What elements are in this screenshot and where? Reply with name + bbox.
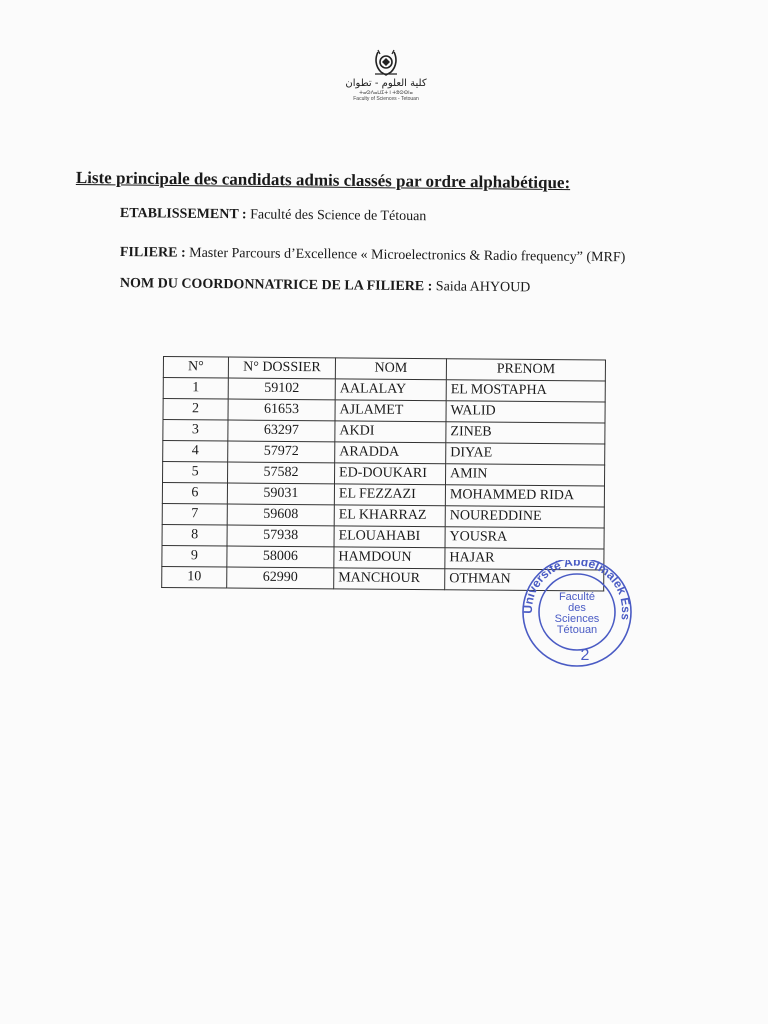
cell-dossier: 58006 bbox=[227, 546, 334, 568]
cell-dossier: 59608 bbox=[227, 504, 334, 526]
cell-prenom: NOUREDDINE bbox=[445, 506, 604, 528]
cell-dossier: 63297 bbox=[228, 420, 335, 442]
cell-nom: EL KHARRAZ bbox=[334, 505, 445, 527]
filiere-line bbox=[120, 245, 626, 266]
stamp-line4: Tétouan bbox=[556, 624, 598, 636]
header-dossier: N° DOSSIER bbox=[228, 357, 335, 379]
cell-number: 9 bbox=[162, 545, 227, 567]
cell-nom: ARADDA bbox=[335, 442, 446, 464]
cell-prenom: YOUSRA bbox=[445, 527, 604, 549]
logo-tifinagh-name: ⵜⴰⵙⴷⴰⵡⵉⵜ ⵏ ⵜⵓⵙⵙⵏⴰ bbox=[359, 90, 413, 96]
cell-prenom: AMIN bbox=[445, 464, 604, 486]
filiere-label: FILIERE : bbox=[119, 245, 186, 261]
stamp-number: 2 bbox=[580, 647, 590, 664]
cell-dossier: 59102 bbox=[228, 378, 335, 400]
cell-dossier: 59031 bbox=[227, 483, 334, 505]
cell-nom: ED-DOUKARI bbox=[335, 463, 446, 485]
faculty-emblem-icon bbox=[369, 48, 403, 78]
faculty-logo bbox=[340, 48, 432, 122]
document-title: Liste principale des candidats admis classés par ordre alphabétique: bbox=[75, 168, 571, 193]
cell-dossier: 62990 bbox=[227, 567, 334, 589]
stamp-line2: des bbox=[568, 602, 586, 614]
cell-number: 7 bbox=[162, 503, 227, 525]
establishment-label: ETABLISSEMENT : bbox=[119, 206, 247, 223]
stamp-seal-icon bbox=[515, 560, 645, 670]
candidates-table bbox=[161, 356, 606, 591]
header-prenom: PRENOM bbox=[446, 359, 605, 381]
header-nom: NOM bbox=[335, 358, 446, 380]
cell-prenom: HAJAR bbox=[445, 548, 604, 570]
cell-number: 5 bbox=[163, 462, 228, 484]
cell-number: 6 bbox=[162, 483, 227, 505]
stamp-line3: Sciences bbox=[554, 613, 600, 625]
establishment-value: Faculté des Science de Tétouan bbox=[250, 207, 427, 225]
cell-prenom: EL MOSTAPHA bbox=[446, 380, 605, 402]
faculty-stamp bbox=[515, 560, 645, 670]
cell-dossier: 57582 bbox=[228, 462, 335, 484]
cell-number: 1 bbox=[163, 378, 228, 400]
cell-dossier: 61653 bbox=[228, 399, 335, 421]
cell-nom: EL FEZZAZI bbox=[334, 484, 445, 506]
cell-prenom: WALID bbox=[446, 401, 605, 423]
cell-nom: MANCHOUR bbox=[334, 568, 445, 590]
cell-nom: AKDI bbox=[335, 421, 446, 443]
cell-nom: AJLAMET bbox=[335, 400, 446, 422]
coordinator-label: NOM DU COORDONNATRICE DE LA FILIERE : bbox=[119, 276, 433, 295]
cell-number: 2 bbox=[163, 399, 228, 421]
establishment-line bbox=[120, 206, 427, 225]
cell-nom: ELOUAHABI bbox=[334, 526, 445, 548]
cell-prenom: DIYAE bbox=[446, 443, 605, 465]
cell-number: 4 bbox=[163, 441, 228, 463]
cell-number: 8 bbox=[162, 524, 227, 546]
logo-english-name: Faculty of Sciences - Tetouan bbox=[353, 96, 419, 102]
cell-dossier: 57938 bbox=[227, 525, 334, 547]
coordinator-line bbox=[120, 276, 531, 296]
cell-nom: HAMDOUN bbox=[334, 547, 445, 569]
cell-dossier: 57972 bbox=[228, 441, 335, 463]
filiere-value: Master Parcours d’Excellence « Microelectronics & Radio frequency” (MRF) bbox=[189, 245, 626, 266]
cell-prenom: ZINEB bbox=[446, 422, 605, 444]
coordinator-value: Saida AHYOUD bbox=[435, 279, 531, 296]
svg-text:Université Abdelmalek Essaadi: Université Abdelmalek Ess bbox=[520, 560, 634, 622]
cell-nom: AALALAY bbox=[335, 379, 446, 401]
stamp-line1: Faculté bbox=[558, 591, 596, 603]
cell-number: 10 bbox=[162, 566, 227, 588]
header-number: N° bbox=[163, 357, 228, 379]
cell-prenom: OTHMAN bbox=[445, 569, 604, 591]
candidates-table-wrapper bbox=[161, 356, 606, 591]
cell-prenom: MOHAMMED RIDA bbox=[445, 485, 604, 507]
cell-number: 3 bbox=[163, 420, 228, 442]
logo-arabic-name: كلية العلوم - تطوان bbox=[345, 78, 427, 89]
